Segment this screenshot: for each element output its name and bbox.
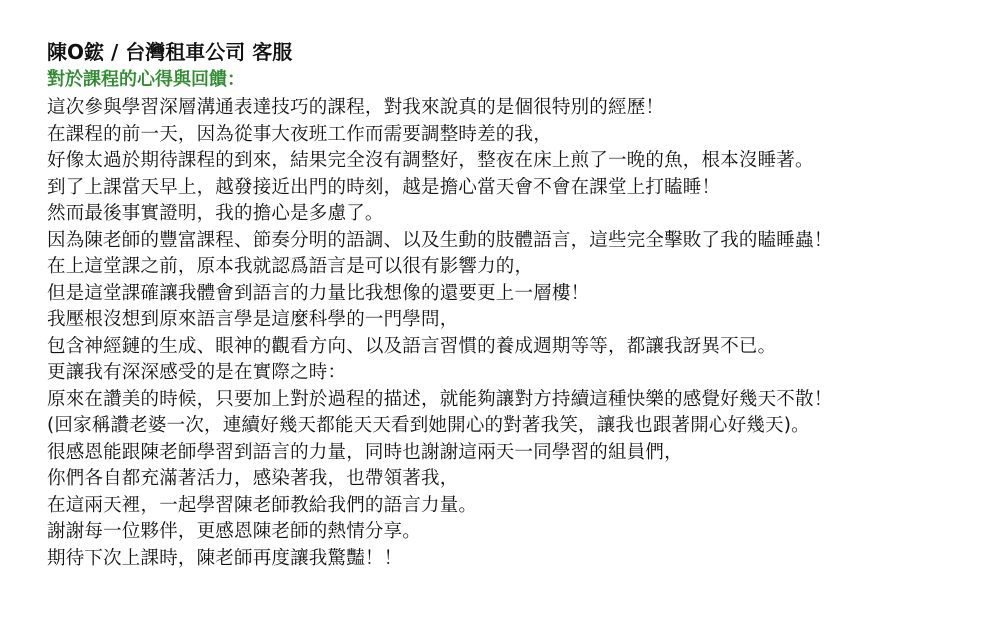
body-line-6: 因為陳老師的豐富課程、節奏分明的語調、以及生動的肢體語言，這些完全擊敗了我的瞌睡蟲！ [47, 229, 833, 251]
body-line-9: 我壓根沒想到原來語言學是這麼科學的一門學問， [47, 309, 459, 330]
body-line-4: 到了上課當天早上，越發接近出門的時刻，越是擔心當天會不會在課堂上打瞌睡！ [47, 176, 721, 198]
author-heading: 陳O鋐 / 台灣租車公司 客服 [47, 40, 293, 64]
feedback-body [47, 95, 977, 572]
body-line-8: 但是這堂課確讓我體會到語言的力量比我想像的還要更上一層樓！ [47, 282, 590, 304]
feedback-subtitle: 對於課程的心得與回饋： [47, 69, 245, 90]
body-line-17: 謝謝每一位夥伴，更感恩陳老師的熱情分享。 [47, 521, 422, 542]
document-content [47, 39, 977, 572]
body-line-18: 期待下次上課時，陳老師再度讓我驚豔！！ [47, 547, 403, 569]
body-line-15: 你們各自都充滿著活力，感染著我，也帶領著我， [47, 468, 459, 489]
body-line-12: 原來在讚美的時候，只要加上對於過程的描述，就能夠讓對方持續這種快樂的感覺好幾天不散！ [47, 388, 833, 410]
body-line-7: 在上這堂課之前，原本我就認爲語言是可以很有影響力的， [47, 256, 534, 277]
body-line-1: 這次參與學習深層溝通表達技巧的課程，對我來說真的是個很特別的經歷！ [47, 97, 665, 118]
body-line-2: 在課程的前一天，因為從事大夜班工作而需要調整時差的我， [47, 123, 552, 145]
body-line-5: 然而最後事實證明，我的擔心是多慮了。 [47, 203, 384, 224]
body-line-11: 更讓我有深深感受的是在實際之時： [47, 362, 347, 383]
body-line-3: 好像太過於期待課程的到來，結果完全沒有調整好，整夜在床上煎了一晚的魚，根本沒睡著。 [47, 150, 814, 171]
body-line-16: 在這兩天裡，一起學習陳老師教給我們的語言力量。 [47, 494, 478, 516]
body-line-10: 包含神經鏈的生成、眼神的觀看方向、以及語言習慣的養成週期等等，都讓我訝異不已。 [47, 335, 777, 357]
body-line-14: 很感恩能跟陳老師學習到語言的力量，同時也謝謝這兩天一同學習的組員們， [47, 441, 683, 463]
body-line-13: (回家稱讚老婆一次，連續好幾天都能天天看到她開心的對著我笑，讓我也跟著開心好幾天)。 [47, 415, 810, 436]
